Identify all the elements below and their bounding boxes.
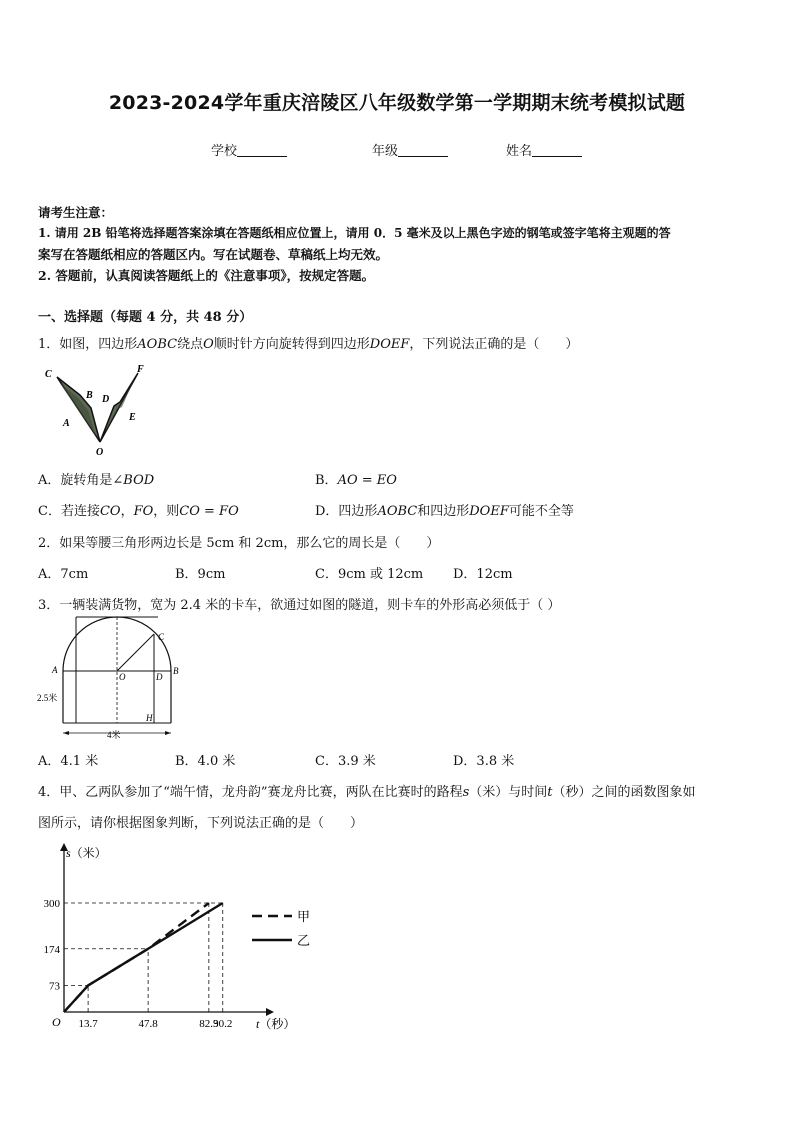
label-b: B [173,666,179,676]
label-f: F [137,364,144,375]
y-tick-label: 73 [49,980,60,993]
option-math: CO = FO [179,504,239,519]
label-c: C [45,369,52,380]
q1-option-c[interactable] [38,500,239,519]
notice-item1-line1: 1. 请用 2B 铅笔将选择题答案涂填在答题纸相应位置上，请用 0．5 毫米及以上黑色字迹的钢笔或签字笔将主观题的答 [38,226,671,240]
notice-item1-line2: 案写在答题纸相应的答题区内。写在试题卷、草稿纸上均无效。 [38,247,389,262]
option-math: AOBC [377,504,418,519]
name-field [506,140,582,159]
q1-math: DOEF [369,337,410,352]
q2-option-c[interactable]: C．9cm 或 12cm [315,567,424,582]
x-tick-label: 47.8 [138,1018,158,1030]
q1-text: 1．如图，四边形 [38,337,138,352]
q2-option-d[interactable]: D．12cm [453,567,513,582]
q1-math: O [203,337,214,352]
x-tick-label: 90.2 [213,1018,233,1030]
grade-label: 年级 [372,144,399,159]
q1-text: 顺时针方向旋转得到四边形 [213,337,370,352]
option-math: DOEF [469,504,509,519]
q1-option-d[interactable] [315,500,574,519]
label-o: O [96,447,104,458]
option-text: D．四边形 [315,504,378,519]
guide-lines [64,903,223,1012]
y-axis-var: s [66,846,71,860]
origin-label: O [52,1015,61,1029]
option-math: CO [99,504,121,519]
label-c: C [158,632,165,642]
option-math: ∠BOD [112,473,155,488]
label-a: A [52,665,58,675]
label-a: A [63,418,70,429]
label-d: D [102,394,110,405]
y-axis-unit: （米） [70,846,107,860]
y-axis-label [66,845,107,860]
name-blank[interactable] [532,144,582,157]
x-axis-unit: （秒） [259,1017,296,1031]
option-text: 可能不全等 [508,504,574,519]
school-blank[interactable] [237,144,287,157]
label-d: D [156,672,163,682]
q3-option-a[interactable]: A．4.1 米 [38,754,99,769]
q3-option-c[interactable]: C．3.9 米 [315,754,376,769]
option-text: B． [315,473,338,488]
q3-option-b[interactable]: B．4.0 米 [175,754,236,769]
quad-doef-shade [104,380,134,434]
option-text: C．若连接 [38,504,100,519]
option-text: ， [120,504,134,519]
label-h: H [146,713,153,723]
option-text: A．旋转角是 [38,473,113,488]
label-height: 2.5米 [37,693,58,703]
q4-math: t [547,785,553,800]
legend-yi-label: 乙 [297,933,311,948]
school-label: 学校 [211,144,238,159]
y-tick-label: 174 [43,943,60,956]
q1-option-a[interactable] [38,469,154,488]
tick-labels [44,898,233,1030]
q3-tunnel-figure [36,612,186,744]
q4-stem-line1 [38,781,696,800]
q1-figure [40,360,160,460]
q1-text: ，下列说法正确的是（ ） [409,337,579,352]
q1-option-b[interactable] [315,469,397,488]
legend-jia-label: 甲 [297,909,311,924]
notice-heading: 请考生注意： [38,205,114,220]
q3-stem: 3．一辆装满货物，宽为 2.4 米的卡车，欲通过如图的隧道，则卡车的外形高必须低于（ ） [38,598,561,613]
q1-stem [38,333,578,352]
q4-text: （秒）之间的函数图象如 [552,785,696,800]
arrow-right [165,731,171,735]
label-width: 4米 [107,730,121,740]
option-math: AO = EO [337,473,397,488]
q1-text: 绕点 [177,337,204,352]
q2-stem: 2．如果等腰三角形两边长是 5cm 和 2cm，那么它的周长是（ ） [38,536,440,551]
line-oc [117,634,154,671]
label-e: E [129,412,136,423]
name-label: 姓名 [506,144,533,159]
option-text: ，则 [153,504,180,519]
q4-text: 4．甲、乙两队参加了“端午情，龙舟韵”赛龙舟比赛，两队在比赛时的路程 [38,785,463,800]
label-o: O [119,672,126,682]
q2-option-a[interactable]: A．7cm [38,567,89,582]
series-jia-line [64,903,209,1012]
notice-item2: 2. 答题前，认真阅读答题纸上的《注意事项》，按规定答题。 [38,268,375,283]
x-axis-var: t [256,1017,260,1031]
x-axis-label [256,1016,295,1031]
x-tick-label: 82.3 [199,1018,219,1030]
q4-stem-line2: 图所示，请你根据图象判断，下列说法正确的是（ ） [38,816,364,831]
q4-math: s [462,785,470,800]
y-tick-label: 300 [43,898,60,911]
school-field [211,140,287,159]
q4-text: （米）与时间 [469,785,548,800]
option-text: 和四边形 [417,504,470,519]
arrow-left [63,731,69,735]
x-axis-arrow [266,1008,274,1016]
x-tick-label: 13.7 [78,1018,98,1030]
label-b: B [86,390,93,401]
q1-math: AOBC [137,337,178,352]
q4-distance-time-chart [30,838,330,1038]
exam-title: 2023-2024学年重庆涪陵区八年级数学第一学期期末统考模拟试题 [108,92,686,114]
section-heading: 一、选择题（每题 4 分，共 48 分） [38,310,253,325]
grade-field [372,140,448,159]
q3-option-d[interactable]: D．3.8 米 [453,754,515,769]
option-math: FO [133,504,154,519]
q2-option-b[interactable]: B．9cm [175,567,226,582]
grade-blank[interactable] [398,144,448,157]
